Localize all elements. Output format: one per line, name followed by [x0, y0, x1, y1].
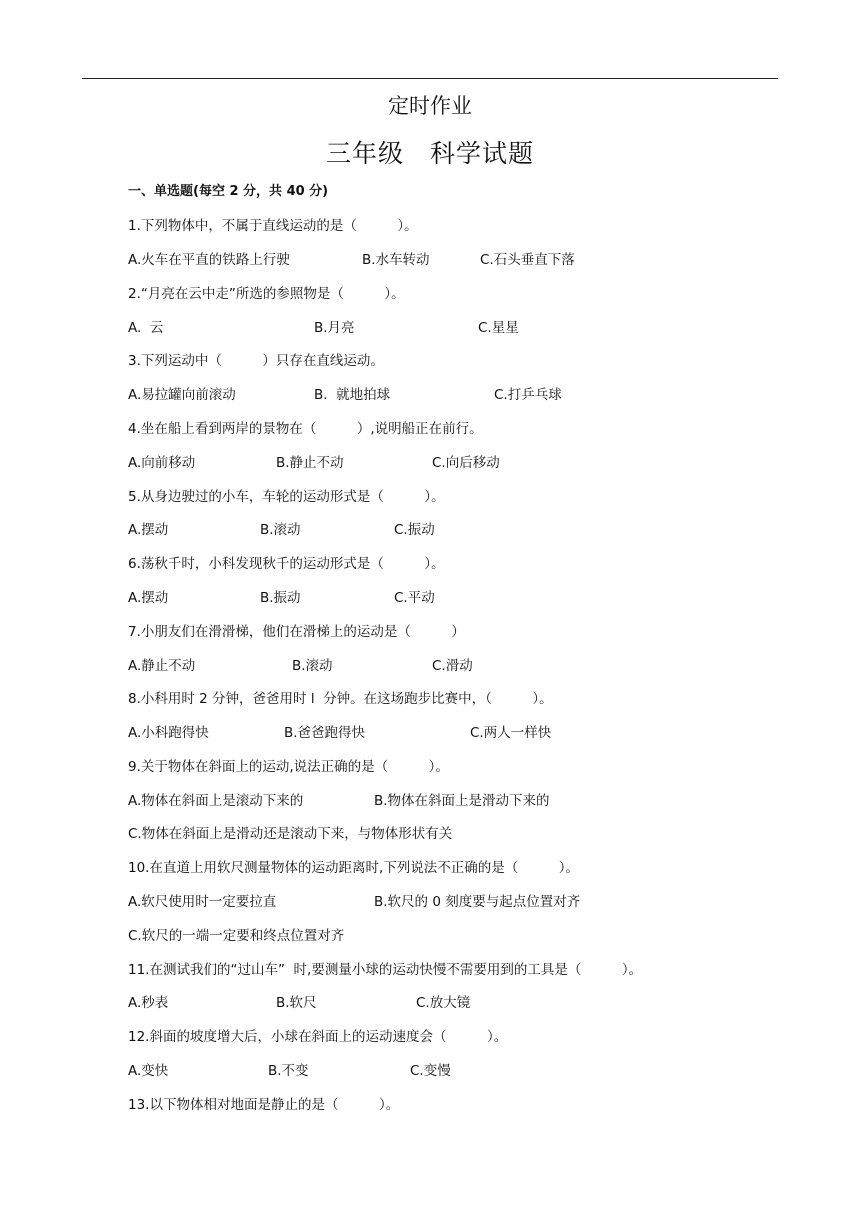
q4-option-b: B.静止不动 — [276, 455, 344, 471]
question-12: 12.斜面的坡度增大后，小球在斜面上的运动速度会（ ）。 — [128, 1029, 508, 1045]
q12-option-c: C.变慢 — [410, 1063, 451, 1079]
q1-option-c: C.石头垂直下落 — [480, 252, 575, 268]
q9-option-b: B.物体在斜面上是滑动下来的 — [374, 793, 550, 809]
q3-option-a: A.易拉罐向前滚动 — [128, 387, 236, 403]
q7-option-b: B.滚动 — [292, 658, 333, 674]
page-title: 定时作业 — [388, 94, 472, 118]
q11-option-b: B.软尺 — [276, 995, 317, 1011]
q5-option-b: B.滚动 — [260, 522, 301, 538]
section-heading: 一、单选题(每空 2 分，共 40 分) — [128, 184, 329, 199]
q10-option-b: B.软尺的 0 刻度要与起点位置对齐 — [374, 894, 581, 910]
q8-option-a: A.小科跑得快 — [128, 725, 209, 741]
question-8: 8.小科用时 2 分钟，爸爸用时 l 分钟。在这场跑步比赛中，（ ）。 — [128, 691, 553, 707]
q5-option-a: A.摆动 — [128, 522, 169, 538]
q7-option-c: C.滑动 — [432, 658, 473, 674]
q3-option-c: C.打乒乓球 — [494, 387, 562, 403]
question-10: 10.在直道上用软尺测量物体的运动距离时,下列说法不正确的是（ ）。 — [128, 860, 580, 876]
q2-option-b: B.月亮 — [314, 320, 355, 336]
question-5: 5.从身边驶过的小车，车轮的运动形式是（ ）。 — [128, 489, 445, 505]
q9-option-a: A.物体在斜面上是滚动下来的 — [128, 793, 304, 809]
q11-option-a: A.秒表 — [128, 995, 169, 1011]
q2-option-a: A. 云 — [128, 320, 164, 336]
q11-option-c: C.放大镜 — [416, 995, 471, 1011]
question-6: 6.荡秋千时，小科发现秋千的运动形式是（ ）。 — [128, 556, 445, 572]
header-rule — [82, 78, 778, 79]
q8-option-c: C.两人一样快 — [470, 725, 552, 741]
q1-option-b: B.水车转动 — [362, 252, 430, 268]
q12-option-b: B.不变 — [268, 1063, 309, 1079]
q8-option-b: B.爸爸跑得快 — [284, 725, 366, 741]
q5-option-c: C.振动 — [394, 522, 435, 538]
q12-option-a: A.变快 — [128, 1063, 169, 1079]
question-11: 11.在测试我们的“过山车” 时,要测量小球的运动快慢不需要用到的工具是（ ）。 — [128, 962, 643, 978]
q1-option-a: A.火车在平直的铁路上行驶 — [128, 252, 290, 268]
question-4: 4.坐在船上看到两岸的景物在（ ）,说明船正在前行。 — [128, 421, 483, 437]
question-2: 2.“月亮在云中走”所选的参照物是（ ）。 — [128, 286, 405, 302]
q4-option-c: C.向后移动 — [432, 455, 500, 471]
question-9: 9.关于物体在斜面上的运动,说法正确的是（ ）。 — [128, 759, 449, 775]
q6-option-a: A.摆动 — [128, 590, 169, 606]
q4-option-a: A.向前移动 — [128, 455, 196, 471]
q6-option-c: C.平动 — [394, 590, 435, 606]
question-3: 3.下列运动中（ ）只存在直线运动。 — [128, 353, 384, 369]
question-13: 13.以下物体相对地面是静止的是（ ）。 — [128, 1097, 400, 1113]
q3-option-b: B. 就地拍球 — [314, 387, 391, 403]
q9-option-c: C.物体在斜面上是滑动还是滚动下来，与物体形状有关 — [128, 826, 453, 842]
q10-option-a: A.软尺使用时一定要拉直 — [128, 894, 277, 910]
q6-option-b: B.振动 — [260, 590, 301, 606]
q2-option-c: C.星星 — [478, 320, 519, 336]
q10-option-c: C.软尺的一端一定要和终点位置对齐 — [128, 928, 345, 944]
page-subtitle: 三年级 科学试题 — [325, 139, 534, 168]
question-1: 1.下列物体中，不属于直线运动的是（ ）。 — [128, 218, 418, 234]
question-7: 7.小朋友们在滑滑梯，他们在滑梯上的运动是（ ） — [128, 624, 465, 640]
q7-option-a: A.静止不动 — [128, 658, 196, 674]
